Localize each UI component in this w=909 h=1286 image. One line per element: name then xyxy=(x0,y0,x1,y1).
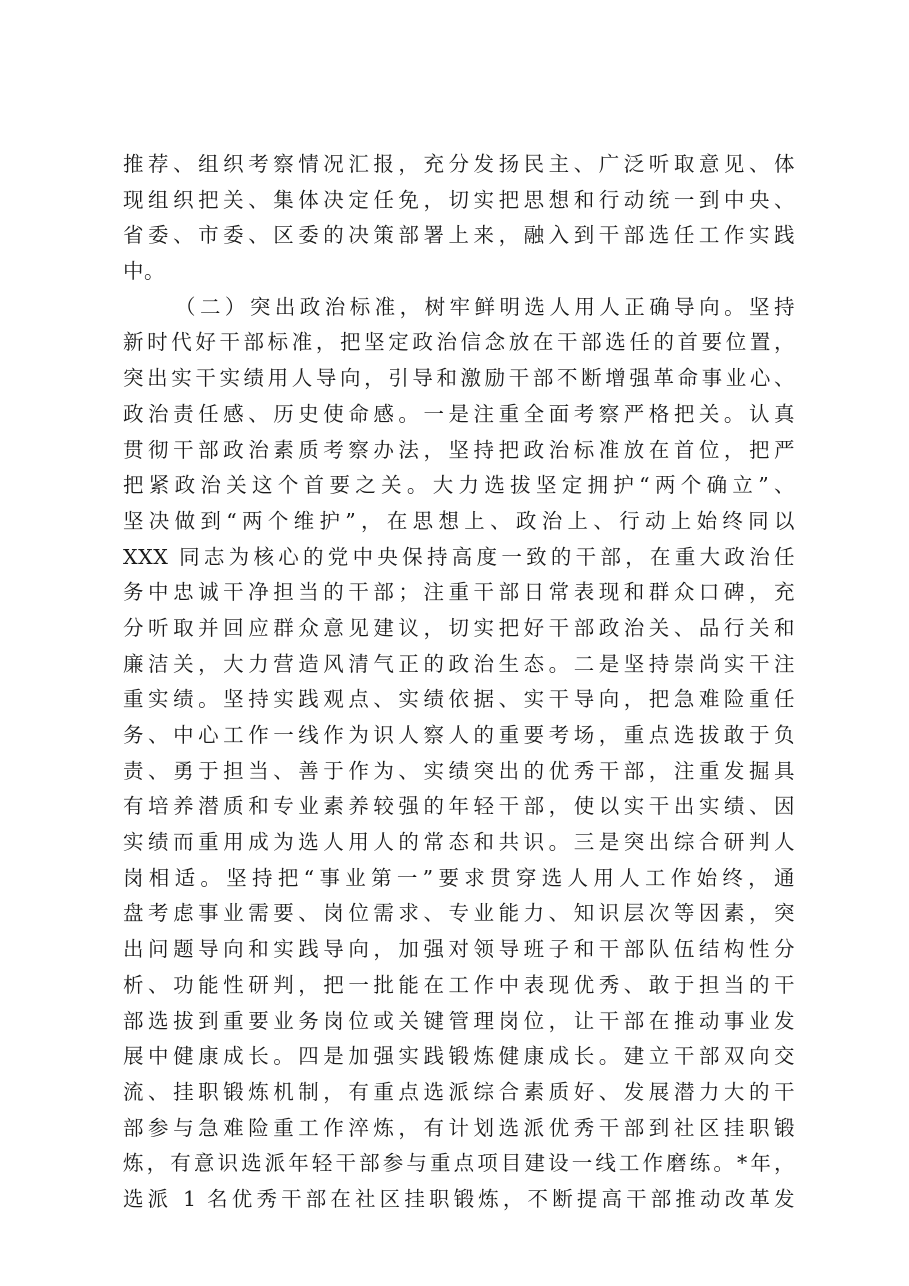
text-line: 析、功能性研判，把一批能在工作中表现优秀、敢于担当的干 xyxy=(123,972,795,997)
text-line: 贯彻干部政治素质考察办法，坚持把政治标准放在首位，把严 xyxy=(123,437,795,462)
text-line: 务、中心工作一线作为识人察人的重要考场，重点选拔敢于负 xyxy=(123,723,795,747)
text-line: 盘考虑事业需要、岗位需求、专业能力、知识层次等因素，突 xyxy=(123,901,795,926)
text-line: 炼，有意识选派年轻干部参与重点项目建设一线工作磨练。*年， xyxy=(123,1151,795,1176)
text-line: 实绩而重用成为选人用人的常态和共识。三是突出综合研判人 xyxy=(123,830,795,855)
text-line: 中。 xyxy=(123,259,165,284)
text-line: 廉洁关，大力营造风清气正的政治生态。二是坚持崇尚实干注 xyxy=(123,651,795,676)
text-line: 流、挂职锻炼机制，有重点选派综合素质好、发展潜力大的干 xyxy=(123,1079,795,1104)
text-line: 省委、市委、区委的决策部署上来，融入到干部选任工作实践 xyxy=(123,223,795,248)
text-line: 新时代好干部标准，把坚定政治信念放在干部选任的首要位置， xyxy=(123,330,795,355)
text-line: 推荐、组织考察情况汇报，充分发扬民主、广泛听取意见、体 xyxy=(123,152,795,176)
text-line: 选派 1 名优秀干部在社区挂职锻炼，不断提高干部推动改革发 xyxy=(123,1186,795,1211)
text-line: 部选拔到重要业务岗位或关键管理岗位，让干部在推动事业发 xyxy=(123,1008,795,1033)
body-text xyxy=(123,147,795,1218)
text-line: 岗相适。坚持把“事业第一”要求贯穿选人用人工作始终，通 xyxy=(123,865,795,890)
text-line: 出问题导向和实践导向，加强对领导班子和干部队伍结构性分 xyxy=(123,937,795,962)
text-line: XXX 同志为核心的党中央保持高度一致的干部，在重大政治任 xyxy=(123,544,795,569)
text-line: 重实绩。坚持实践观点、实绩依据、实干导向，把急难险重任 xyxy=(123,687,795,712)
text-line: 政治责任感、历史使命感。一是注重全面考察严格把关。认真 xyxy=(123,401,795,426)
text-line: 部参与急难险重工作淬炼，有计划选派优秀干部到社区挂职锻 xyxy=(123,1115,795,1140)
text-line: 分听取并回应群众意见建议，切实把好干部政治关、品行关和 xyxy=(123,615,795,640)
text-line: 有培养潜质和专业素养较强的年轻干部，使以实干出实绩、因 xyxy=(123,794,795,819)
text-line: 突出实干实绩用人导向，引导和激励干部不断增强革命事业心、 xyxy=(123,366,795,391)
text-line: 展中健康成长。四是加强实践锻炼健康成长。建立干部双向交 xyxy=(123,1044,795,1069)
text-line: 坚决做到“两个维护”，在思想上、政治上、行动上始终同以 xyxy=(123,508,795,533)
text-line: 务中忠诚干净担当的干部；注重干部日常表现和群众口碑，充 xyxy=(123,580,795,605)
text-line: 现组织把关、集体决定任免，切实把思想和行动统一到中央、 xyxy=(123,187,795,212)
text-line: 把紧政治关这个首要之关。大力选拔坚定拥护“两个确立”、 xyxy=(123,473,795,498)
text-line: 责、勇于担当、善于作为、实绩突出的优秀干部，注重发掘具 xyxy=(123,758,795,783)
section-heading-line: （二）突出政治标准，树牢鲜明选人用人正确导向。坚持 xyxy=(175,294,795,319)
